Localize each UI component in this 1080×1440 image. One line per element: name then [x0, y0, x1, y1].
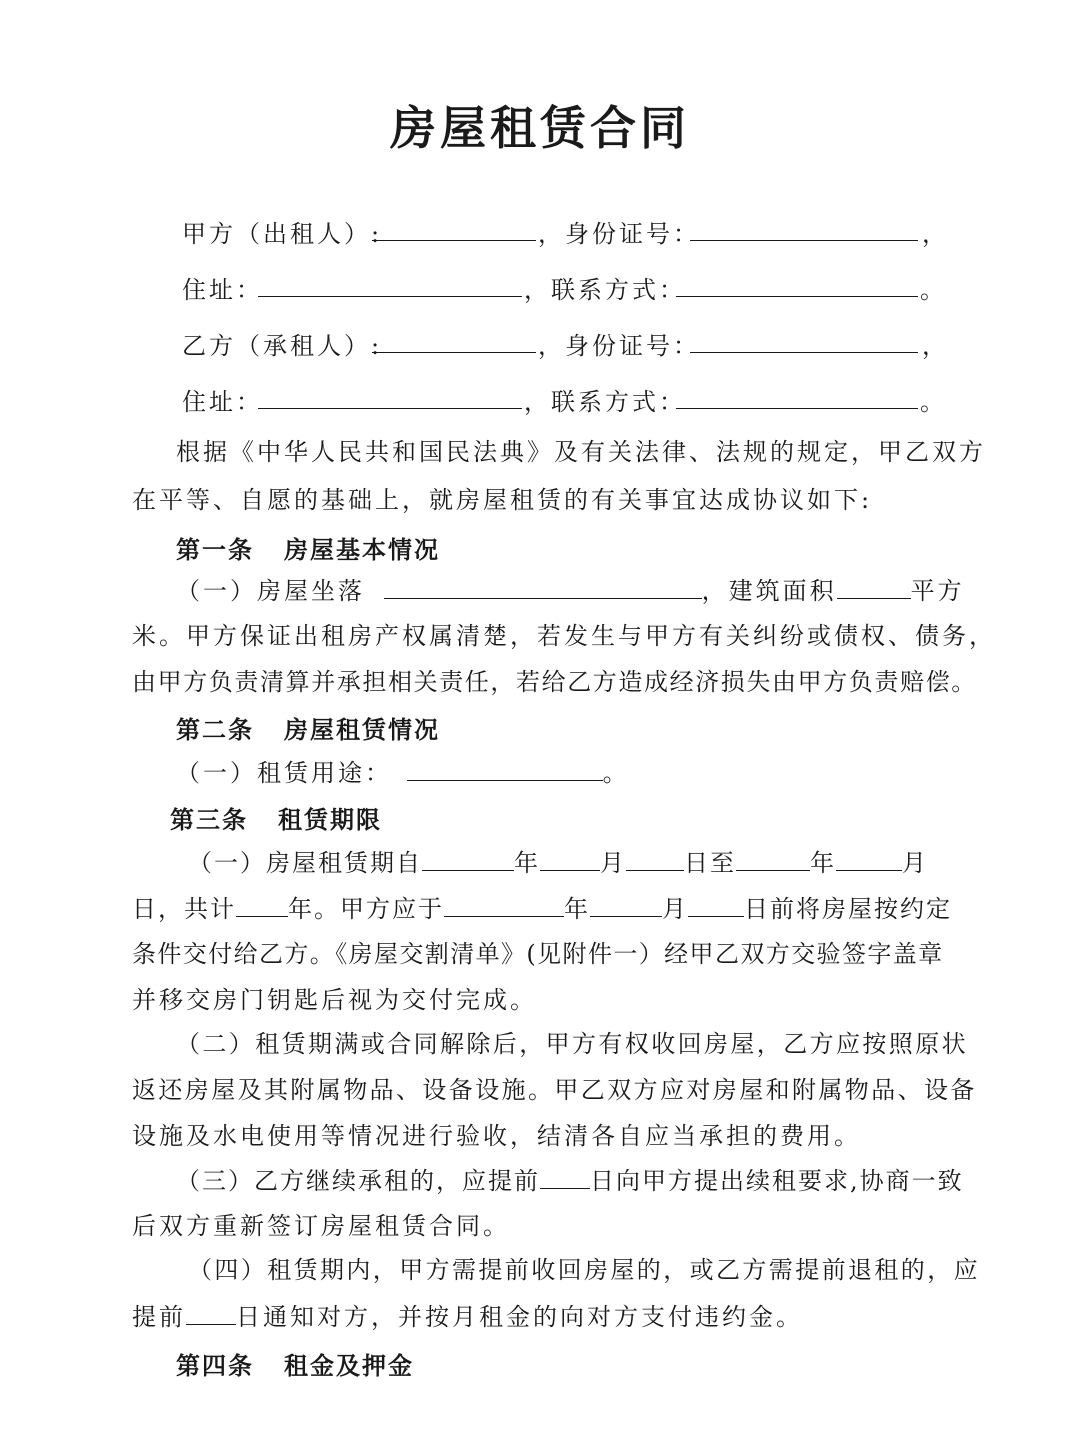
- party-a-period: 。: [920, 276, 947, 304]
- party-a-contact-label: ，联系方式：: [524, 276, 686, 304]
- total-label: 日，共计: [132, 895, 236, 923]
- area-label: ，建筑面积: [701, 577, 837, 605]
- article-1-line-2: 米。甲方保证出租房产权属清楚，若发生与甲方有关纠纷或债权、债务，: [132, 622, 996, 650]
- delivery-month-field[interactable]: [590, 892, 662, 917]
- party-a-label: 甲方（出租人）:: [182, 220, 383, 248]
- lease-start-month-field[interactable]: [540, 846, 600, 871]
- party-b-label: 乙方（承租人）:: [182, 332, 383, 360]
- article-1-title: 房屋基本情况: [284, 535, 440, 564]
- article-4-title: 租金及押金: [284, 1351, 414, 1380]
- lease-end-year-field[interactable]: [736, 846, 810, 871]
- document-title: 房屋租赁合同: [390, 101, 690, 155]
- article-3-item-4-line-2: [132, 1300, 803, 1333]
- preamble-line-1: 根据《中华人民共和国民法典》及有关法律、法规的规定，甲乙双方: [176, 438, 986, 466]
- lease-from-label: （一）房屋租赁期自: [188, 849, 422, 877]
- article-3-item-1-line-2: [132, 892, 952, 925]
- party-b-period: 。: [920, 388, 947, 416]
- lease-start-year-field[interactable]: [422, 846, 514, 871]
- article-2-title: 房屋租赁情况: [284, 715, 440, 744]
- party-a-id-field[interactable]: [690, 214, 918, 241]
- article-3-item-3-line-2: 后双方重新签订房屋租赁合同。: [132, 1212, 510, 1240]
- article-1-item-1-label: （一）房屋坐落: [176, 577, 365, 605]
- party-b-id-field[interactable]: [690, 326, 918, 353]
- usage-field[interactable]: [407, 756, 603, 781]
- delivery-day-field[interactable]: [688, 892, 744, 917]
- preamble-line-2: 在平等、自愿的基础上，就房屋租赁的有关事宜达成协议如下:: [132, 486, 873, 514]
- article-3-item-2-line-3: 设施及水电使用等情况进行验收，结清各自应当承担的费用。: [132, 1122, 861, 1150]
- article-3-item-1-line-3: 条件交付给乙方。《房屋交割清单》(见附件一）经甲乙双方交验签字盖章: [132, 940, 944, 968]
- article-3-title: 租赁期限: [278, 805, 382, 834]
- party-a-address-row: [0, 270, 1080, 304]
- article-3-item-4-line-1: （四）租赁期内，甲方需提前收回房屋的，或乙方需提前退租的，应: [188, 1256, 980, 1284]
- party-b-contact-label: ，联系方式：: [524, 388, 686, 416]
- article-1-number: 第一条: [176, 535, 254, 564]
- party-b-address-row: [0, 382, 1080, 416]
- article-3-item-3-line-1: [176, 1164, 964, 1197]
- renewal-days-field[interactable]: [540, 1164, 590, 1189]
- party-b-comma: ，: [922, 332, 949, 360]
- year-label: 年: [564, 895, 590, 923]
- article-2-number: 第二条: [176, 715, 254, 744]
- day-to-label: 日至: [684, 849, 736, 877]
- party-b-name-field[interactable]: [372, 326, 536, 353]
- notice-tail: 日通知对方，并按月租金的向对方支付违约金。: [236, 1303, 803, 1331]
- article-4-number: 第四条: [176, 1351, 254, 1380]
- article-4-heading: [176, 1346, 414, 1381]
- area-field[interactable]: [837, 574, 911, 599]
- party-a-id-label: ，身份证号：: [538, 220, 700, 248]
- article-1-heading: [176, 530, 440, 565]
- party-b-address-label: 住址：: [182, 388, 263, 416]
- usage-label: （一）租赁用途：: [176, 759, 392, 787]
- notice-label: 提前: [132, 1303, 186, 1331]
- usage-period: 。: [602, 759, 630, 787]
- party-a-row: [0, 214, 1080, 248]
- delivery-year-field[interactable]: [444, 892, 564, 917]
- year-label: 年: [514, 849, 540, 877]
- party-a-comma: ，: [922, 220, 949, 248]
- month-label: 月: [662, 895, 688, 923]
- article-2-heading: [176, 710, 440, 745]
- renewal-tail: 日向甲方提出续租要求,协商一致: [590, 1167, 964, 1195]
- article-1-item-1: [176, 574, 965, 607]
- area-unit: 平方: [910, 577, 965, 605]
- year-label: 年: [810, 849, 836, 877]
- article-3-item-1-line-1: [188, 846, 928, 879]
- article-3-heading: [170, 800, 382, 835]
- article-3-number: 第三条: [170, 805, 248, 834]
- party-b-address-field[interactable]: [258, 382, 522, 409]
- lease-start-day-field[interactable]: [626, 846, 684, 871]
- renewal-label: （三）乙方继续承租的，应提前: [176, 1167, 540, 1195]
- party-a-address-label: 住址：: [182, 276, 263, 304]
- party-a-contact-field[interactable]: [676, 270, 918, 297]
- property-location-field[interactable]: [384, 574, 702, 599]
- article-3-item-1-line-4: 并移交房门钥匙后视为交付完成。: [132, 986, 537, 1014]
- party-a-name-field[interactable]: [372, 214, 536, 241]
- delivery-tail: 日前将房屋按约定: [744, 895, 952, 923]
- article-3-item-2-line-1: （二）租赁期满或合同解除后，甲方有权收回房屋，乙方应按照原状: [176, 1030, 968, 1058]
- delivery-label: 年。甲方应于: [288, 895, 444, 923]
- lease-total-years-field[interactable]: [236, 892, 288, 917]
- article-1-line-3: 由甲方负责清算并承担相关责任，若给乙方造成经济损失由甲方负责赔偿。: [132, 668, 977, 696]
- month-label: 月: [902, 849, 928, 877]
- party-b-contact-field[interactable]: [676, 382, 918, 409]
- party-b-id-label: ，身份证号：: [538, 332, 700, 360]
- lease-end-month-field[interactable]: [836, 846, 902, 871]
- notice-days-field[interactable]: [186, 1300, 236, 1325]
- party-b-row: [0, 326, 1080, 360]
- article-3-item-2-line-2: 返还房屋及其附属物品、设备设施。甲乙双方应对房屋和附属物品、设备: [132, 1076, 977, 1104]
- month-label: 月: [600, 849, 626, 877]
- article-2-item-1: [176, 756, 630, 789]
- party-a-address-field[interactable]: [258, 270, 522, 297]
